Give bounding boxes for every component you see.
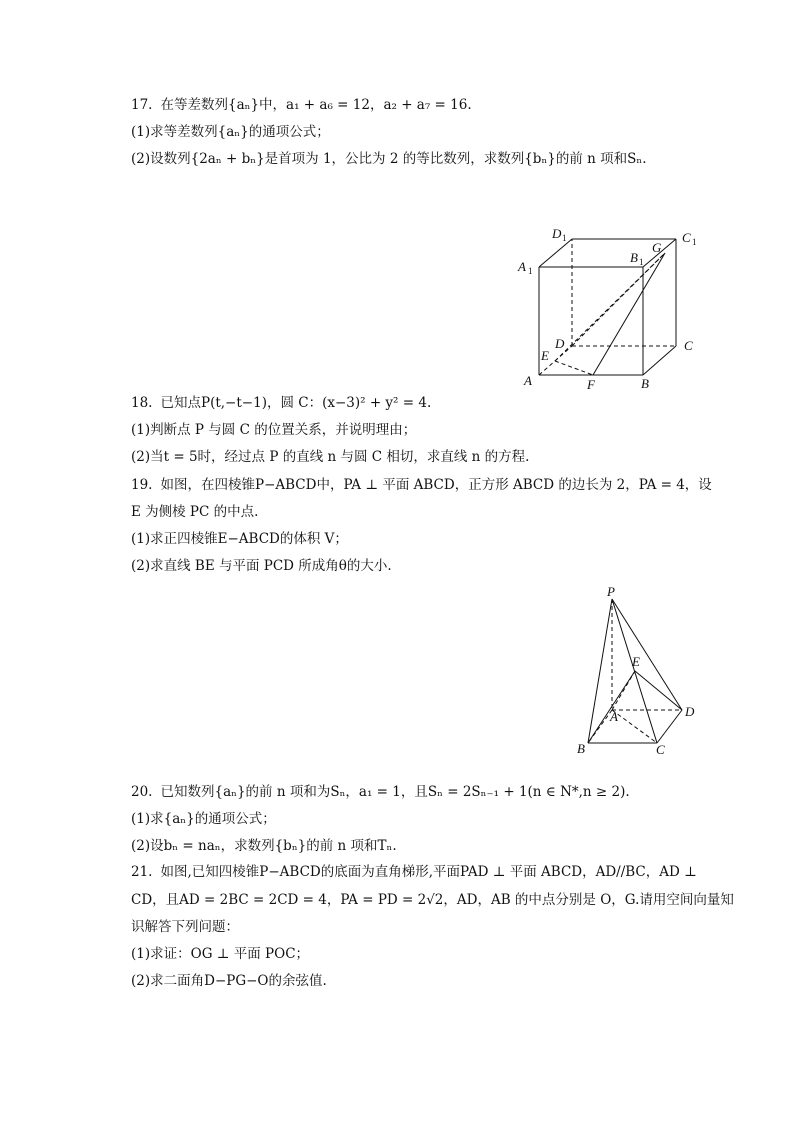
label-a1: A [518, 259, 526, 274]
problem-21-part-2: (2)求二面角D−PG−O的余弦值. [131, 973, 327, 989]
problem-20-part-2: (2)设bₙ = naₙ，求数列{bₙ}的前 n 项和Tₙ. [131, 838, 397, 854]
problem-17-number: 17. [131, 97, 153, 113]
label-d: D [555, 336, 565, 351]
pyramid-svg [570, 584, 710, 759]
edge-a1-d1 [539, 239, 572, 267]
label-c: C [684, 338, 693, 353]
label-f: F [587, 377, 595, 392]
problem-17-part-1: (1)求等差数列{aₙ}的通项公式； [131, 124, 330, 140]
cube-svg [510, 222, 710, 397]
problem-20-part-1: (1)求{aₙ}的通项公式； [131, 811, 276, 827]
label-a1-sub: 1 [528, 266, 533, 276]
problem-21-line-1: 21. 如图,已知四棱锥P−ABCD的底面为直角梯形,平面PAD ⊥ 平面 ABCD，AD//BC，AD ⊥ [131, 864, 697, 880]
label-c1: C [682, 230, 691, 245]
label-p: P [607, 584, 615, 599]
problem-18-number: 18. [131, 395, 153, 411]
problem-21-part-1: (1)求证：OG ⊥ 平面 POC； [131, 946, 310, 962]
pyramid-figure [570, 584, 710, 763]
problem-17-part-2: (2)设数列{2aₙ + bₙ}是首项为 1，公比为 2 的等比数列，求数列{bₙ}的前 n 项和Sₙ. [131, 151, 647, 167]
label-d1-sub: 1 [562, 233, 567, 243]
problem-21-number: 21. [131, 864, 153, 880]
cube-figure [510, 222, 710, 401]
edge-a-e [612, 671, 635, 710]
edge-a-c [612, 710, 657, 743]
edge-p-b [588, 599, 612, 743]
problem-18-line-1: 18. 已知点P(t,−t−1)，圆 C：(x−3)² + y² = 4. [131, 395, 432, 411]
label-e: E [632, 654, 640, 669]
edge-e-f [555, 361, 593, 375]
edge-e-d [635, 671, 682, 710]
problem-18-part-2: (2)当t = 5时，经过点 P 的直线 n 与圆 C 相切，求直线 n 的方程. [131, 449, 530, 465]
problem-18-part-1: (1)判断点 P 与圆 C 的位置关系，并说明理由； [131, 422, 417, 438]
label-a: A [524, 373, 532, 388]
problem-20-line-1: 20. 已知数列{aₙ}的前 n 项和为Sₙ，a₁ = 1，且Sₙ = 2Sₙ₋₁ + 1(n ∈ N*,n ≥ 2). [131, 784, 630, 800]
problem-20-number: 20. [131, 784, 153, 800]
problem-19-part-2: (2)求直线 BE 与平面 PCD 所成角θ的大小. [131, 558, 392, 574]
label-b: B [577, 741, 585, 756]
label-e: E [541, 348, 549, 363]
label-b1-sub: 1 [639, 257, 644, 267]
label-d1: D [552, 226, 562, 241]
problem-19-line-2: E 为侧棱 PC 的中点. [131, 504, 259, 520]
edge-p-d [612, 599, 682, 710]
label-b: B [641, 376, 649, 391]
problem-21-line-3: 识解答下列问题： [131, 919, 239, 935]
problem-19-number: 19. [131, 477, 153, 493]
label-b1: B [630, 250, 638, 265]
label-d: D [685, 704, 695, 719]
label-c1-sub: 1 [692, 237, 697, 247]
problem-19-line-1: 19. 如图，在四棱锥P−ABCD中，PA ⊥ 平面 ABCD，正方形 ABCD 的边长为 2，PA = 4，设 [131, 477, 712, 493]
problem-21-line-2: CD，且AD = 2BC = 2CD = 4，PA = PD = 2√2，AD，AB 的中点分别是 O，G.请用空间向量知 [131, 892, 734, 908]
label-c: C [656, 742, 665, 757]
problem-19-part-1: (1)求正四棱锥E−ABCD的体积 V； [131, 531, 348, 547]
problem-17-line-1: 17. 在等差数列{aₙ}中，a₁ + a₆ = 12，a₂ + a₇ = 16. [131, 97, 472, 113]
label-g: G [652, 240, 662, 255]
label-a: A [610, 709, 618, 724]
edge-c-d [657, 710, 682, 743]
edge-b-c [643, 346, 676, 375]
